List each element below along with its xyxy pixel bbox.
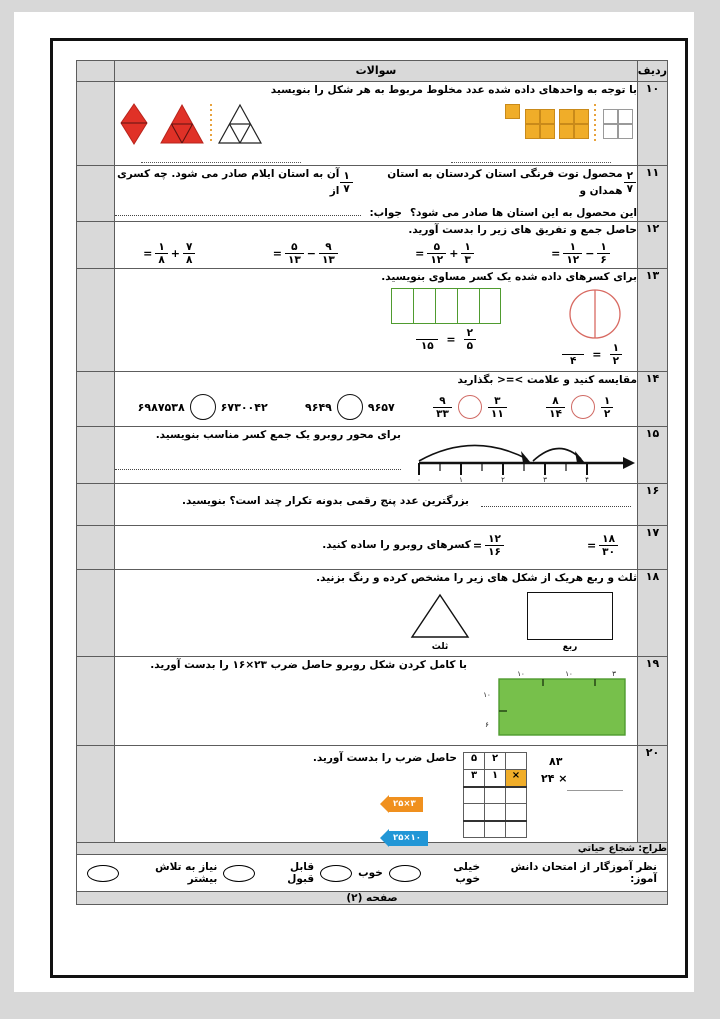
q19-area-model [473,657,637,745]
question-row-19 [77,657,668,746]
designer-label: طراح: شجاع حياتي [77,843,668,855]
yellow-cell [525,124,540,139]
denominator: ۱۱ [488,407,507,420]
yellow-cell [540,109,555,124]
q10-divider-dots [594,104,596,144]
grid-cell[interactable] [506,821,527,838]
score-cell-18[interactable] [77,570,115,657]
denominator: ۴ [562,354,584,367]
row-number-14: ۱۴ [638,371,668,426]
half-circle-icon [567,288,623,340]
q12-expression-4[interactable] [141,241,196,266]
svg-text:۰: ۰ [417,476,421,484]
score-cell-14[interactable] [77,371,115,426]
equals: = [272,247,282,261]
q20-blue-annotation [389,825,428,846]
svg-text:۱۰: ۱۰ [517,670,525,679]
q11-text-c: این محصول به این استان ها صادر می شود؟ [409,206,637,219]
numerator: ۱۲ [488,532,501,545]
quarter-rectangle-icon[interactable] [527,592,613,640]
score-cell-20[interactable] [77,746,115,843]
evaluation-row [77,855,668,892]
question-text-13: برای کسرهای داده شده یک کسر مساوی بنویسید. [381,271,637,284]
q20-grid-wrapper [393,746,527,844]
evaluation-checkbox-2[interactable] [320,865,352,882]
blank-numerator[interactable] [568,342,578,354]
numerator: ۱ [600,241,607,254]
grid-operator-cell: × [506,770,527,787]
score-cell-16[interactable] [77,484,115,526]
q18-figures [115,586,637,656]
multiplier: ۲۴ [541,771,555,785]
yellow-cell [559,124,574,139]
q13-figures [115,286,637,371]
denominator: ۱۲ [427,253,446,266]
unit-triangle-icon [217,103,263,145]
q12-expression-3[interactable] [271,241,339,266]
numerator: ۱ [603,394,611,407]
comparison-circle[interactable] [190,394,216,420]
q15-number-line [407,427,637,483]
q14-comparisons [115,388,637,426]
denominator: ۷ [624,182,636,195]
q11-text-a: محصول توت فرنگی استان کردستان به استان همدان و [387,168,623,197]
numerator: ۷ [186,241,193,254]
area-model-icon[interactable] [473,667,633,739]
question-row-12 [77,222,668,269]
denominator: ۳۰ [599,545,618,558]
question-text-17: کسرهای روبرو را ساده کنید. [322,538,471,551]
numerator: ۲ [626,169,633,182]
q10-answer-line-left[interactable] [451,152,611,163]
equals: = [446,332,456,346]
row-number-16: ۱۶ [638,484,668,526]
q11-answer-label: جواب: [369,206,402,219]
question-text-11-line2 [115,205,637,221]
header-questions: سوالات [115,61,638,82]
numerator: ۸ [552,394,559,407]
grid-cell: ۱ [485,770,506,787]
yellow-cell [574,109,589,124]
grid-cell[interactable] [485,787,506,804]
unit-cell [603,109,618,124]
q10-yellow-extra [504,104,520,119]
grid-cell: ۲ [485,753,506,770]
svg-text:۱۰: ۱۰ [483,691,491,700]
denominator: ۱۳ [319,253,338,266]
teacher-evaluation [77,855,667,891]
question-row-17 [77,526,668,570]
evaluation-option-label-4: نیاز به تلاش بیشتر [155,861,218,886]
numerator: ۲ [466,326,474,339]
grid-cell: ۵ [464,753,485,770]
q10-yellow-block-1 [557,109,589,139]
question-cell-16 [115,484,638,526]
score-cell-15[interactable] [77,427,115,484]
q16-answer-line[interactable] [481,496,631,507]
left-number: ۹۶۵۷ [367,400,395,414]
numerator: ۵ [433,241,440,254]
q17-expression-2[interactable] [585,533,619,558]
page-footer-row [77,892,668,905]
q18-rectangle-group [527,592,613,652]
evaluation-option-label-3: قابل قبول [287,861,315,886]
q10-answer-line-right[interactable] [141,152,301,163]
q10-divider-dots-2 [210,104,212,144]
question-cell-17 [115,526,638,570]
evaluation-checkbox-1[interactable] [389,865,421,882]
row-number-12: ۱۲ [638,222,668,269]
grid-cell[interactable] [464,787,485,804]
numerator: ۱۸ [602,532,615,545]
q12-expressions [115,238,637,268]
question-text-11-line1 [115,166,637,199]
bar-cell [457,288,479,324]
table-header-row [77,61,668,82]
question-cell-11 [115,166,638,222]
score-cell-17[interactable] [77,526,115,570]
unit-cell [618,109,633,124]
question-text-19: با کامل کردن شکل روبرو حاصل ضرب ۲۳×۱۶ را بدست آورید. [150,659,467,672]
question-cell-18 [115,570,638,657]
q11-answer-line[interactable] [115,205,361,216]
question-text-10: با توجه به واحدهای داده شده عدد مخلوط مربوط به هر شکل را بنویسید [270,84,637,96]
question-row-11 [77,166,668,222]
yellow-cell [525,109,540,124]
row-number-10: ۱۰ [638,82,668,166]
question-row-18 [77,570,668,657]
svg-text:۳: ۳ [612,670,616,679]
question-cell-12 [115,222,638,269]
denominator: ۱۳ [285,253,304,266]
q13-bar-group [391,288,501,352]
bar-cell [435,288,457,324]
left-number: ۶۷۳۰۰۴۲ [220,400,268,414]
q15-answer-line[interactable] [115,459,401,470]
operator: − [585,247,595,261]
q10-triangle-group [119,102,263,146]
red-rhombus-icon [119,102,149,146]
grid-cell[interactable] [506,753,527,770]
denominator: ۸ [155,253,167,266]
third-triangle-icon[interactable] [409,592,471,640]
denominator: ۸ [183,253,195,266]
q18-triangle-label: ثلث [431,642,449,653]
unit-cell [603,124,618,139]
denominator: ۱۶ [485,545,504,558]
page-number-label: صفحه (۲) [77,892,668,905]
grid-cell[interactable] [485,804,506,821]
q18-rectangle-label: ربع [562,642,578,653]
q12-expression-2[interactable] [413,241,475,266]
evaluation-option-label-2: خوب [358,867,383,880]
equals: = [472,538,483,552]
operator: − [306,247,317,261]
yellow-cell [505,104,520,119]
q12-expression-1[interactable] [549,241,611,266]
grid-row-3 [464,787,527,804]
evaluation-option-label-1: خیلی خوب [453,861,481,886]
q20-multiplication-grid[interactable] [463,752,527,838]
designer-row [77,843,668,855]
bar-cell [413,288,435,324]
q13-circle-group [561,288,623,367]
score-cell-10[interactable] [77,82,115,166]
right-number: ۶۹۸۷۵۳۸ [137,400,185,414]
question-text-16: بزرگترین عدد پنج رقمی بدونه تکرار چند است؟ بنویسید. [182,494,469,507]
numerator: ۹ [439,394,446,407]
numerator: ۳ [494,394,501,407]
question-text-14: مقایسه کنید و علامت >=< بگذارید [457,373,637,386]
svg-text:۲: ۲ [501,476,505,484]
unit-cell [618,124,633,139]
numerator: ۹ [325,241,332,254]
q17-expression-1[interactable] [471,533,505,558]
question-row-13 [77,269,668,371]
comparison-circle[interactable] [337,394,363,420]
evaluation-prefix: نظر آموزگار از امتحان دانش آموز: [510,861,657,886]
numerator: ۱ [343,169,350,182]
denominator: ۱۲ [563,253,582,266]
q10-shapes [115,98,637,146]
q11-text-b: آن به استان ایلام صادر می شود. چه کسری از [117,168,340,197]
numerator: ۵ [291,241,298,254]
q14-pair-2[interactable] [305,394,395,420]
comparison-circle[interactable] [571,395,595,419]
denominator: ۲ [601,407,613,420]
denominator: ۵ [464,339,476,352]
grid-row-2 [464,770,527,787]
grid-cell[interactable] [506,804,527,821]
grid-row-5 [464,821,527,838]
yellow-cell [540,124,555,139]
denominator: ۲ [610,354,622,367]
row-number-18: ۱۸ [638,570,668,657]
header-score [77,61,115,82]
multiplicand: ۸۳ [549,755,563,769]
row-number-17: ۱۷ [638,526,668,570]
orange-arrow-label: ۳×۲۵ [389,797,423,812]
q18-triangle-group [409,592,471,652]
comparison-circle[interactable] [458,395,482,419]
grid-cell[interactable] [464,804,485,821]
score-cell-19[interactable] [77,657,115,746]
red-triangle-icon [159,103,205,145]
question-row-14 [77,371,668,426]
svg-text:۱: ۱ [459,476,463,484]
question-text-15: برای محور روبرو یک جمع کسر مناسب بنویسید. [155,429,401,442]
evaluation-cell [77,855,668,892]
grid-cell[interactable] [506,787,527,804]
row-number-19: ۱۹ [638,657,668,746]
denominator: ۱۵ [416,339,438,352]
svg-text:۴: ۴ [585,476,589,484]
question-text-18: ثلث و ربع هریک از شکل های زیر را مشخص کرده و رنگ بزنید. [316,572,637,585]
grid-row-1 [464,753,527,770]
q11-fraction-2-7 [624,170,636,195]
row-number-11: ۱۱ [638,166,668,222]
grid-cell: ۳ [464,770,485,787]
svg-text:۱۰: ۱۰ [565,670,573,679]
denominator: ۶ [597,253,609,266]
denominator: ۳ [461,253,473,266]
question-cell-14 [115,371,638,426]
worksheet-table [76,60,668,905]
grid-cell[interactable] [485,821,506,838]
yellow-cell [559,109,574,124]
equals: = [586,538,597,552]
q13-circle-equation[interactable] [561,342,623,367]
score-cell-13[interactable] [77,269,115,371]
question-text-12: حاصل جمع و تفریق های زیر را بدست آورید. [408,224,637,237]
q13-bar-equation[interactable] [391,327,501,352]
question-row-15 [77,427,668,484]
right-number: ۹۶۴۹ [305,400,332,414]
row-number-15: ۱۵ [638,427,668,484]
score-cell-11[interactable] [77,166,115,222]
row-number-13: ۱۳ [638,269,668,371]
question-cell-20 [115,746,638,843]
multiply-sign: × [558,771,568,785]
q11-fraction-1-7 [340,170,352,195]
multiplication-rule [567,790,623,791]
numerator: ۱ [569,241,576,254]
operator: + [170,247,181,261]
question-cell-15 [115,427,638,484]
numerator: ۱ [612,341,619,354]
question-cell-19 [115,657,638,746]
q10-answer-lines [115,146,637,165]
blank-numerator[interactable] [422,327,432,339]
blue-arrow-label: ۱۰×۲۵ [389,831,428,846]
equals: = [551,247,561,261]
grid-cell[interactable] [464,821,485,838]
equals: = [415,247,425,261]
numerator: ۱ [464,241,471,254]
denominator: ۷ [340,182,352,195]
number-line-icon [411,433,637,483]
yellow-cell [574,124,589,139]
evaluation-checkbox-3[interactable] [223,865,255,882]
q14-pair-3[interactable] [432,395,508,420]
q20-orange-annotation [389,791,423,812]
equals: = [592,347,602,361]
row-number-20: ۲۰ [638,746,668,843]
question-row-10 [77,82,668,166]
numerator: ۱ [158,241,165,254]
header-row-number: ردیف [638,61,668,82]
evaluation-checkbox-4[interactable] [87,865,119,882]
bar-cell [391,288,413,324]
q14-pair-4[interactable] [545,395,614,420]
denominator: ۱۴ [546,407,565,420]
operator: + [449,247,459,261]
question-text-20: حاصل ضرب را بدست آورید. [312,752,457,765]
bar-cell [479,288,501,324]
q10-yellow-block-2 [523,109,555,139]
q10-unit-square [601,109,633,139]
fifths-bar-icon [391,288,501,324]
svg-text:۳: ۳ [543,476,547,484]
page-background [14,12,694,992]
q10-square-group [504,104,633,144]
question-row-16 [77,484,668,526]
q20-vertical-multiplication[interactable] [527,746,637,795]
svg-text:۶: ۶ [485,721,489,730]
denominator: ۳۳ [433,407,452,420]
question-cell-13 [115,269,638,371]
q14-pair-1[interactable] [138,394,268,420]
score-cell-12[interactable] [77,222,115,269]
grid-row-4 [464,804,527,821]
question-cell-10 [115,82,638,166]
equals: = [143,247,153,261]
question-row-20 [77,746,668,843]
